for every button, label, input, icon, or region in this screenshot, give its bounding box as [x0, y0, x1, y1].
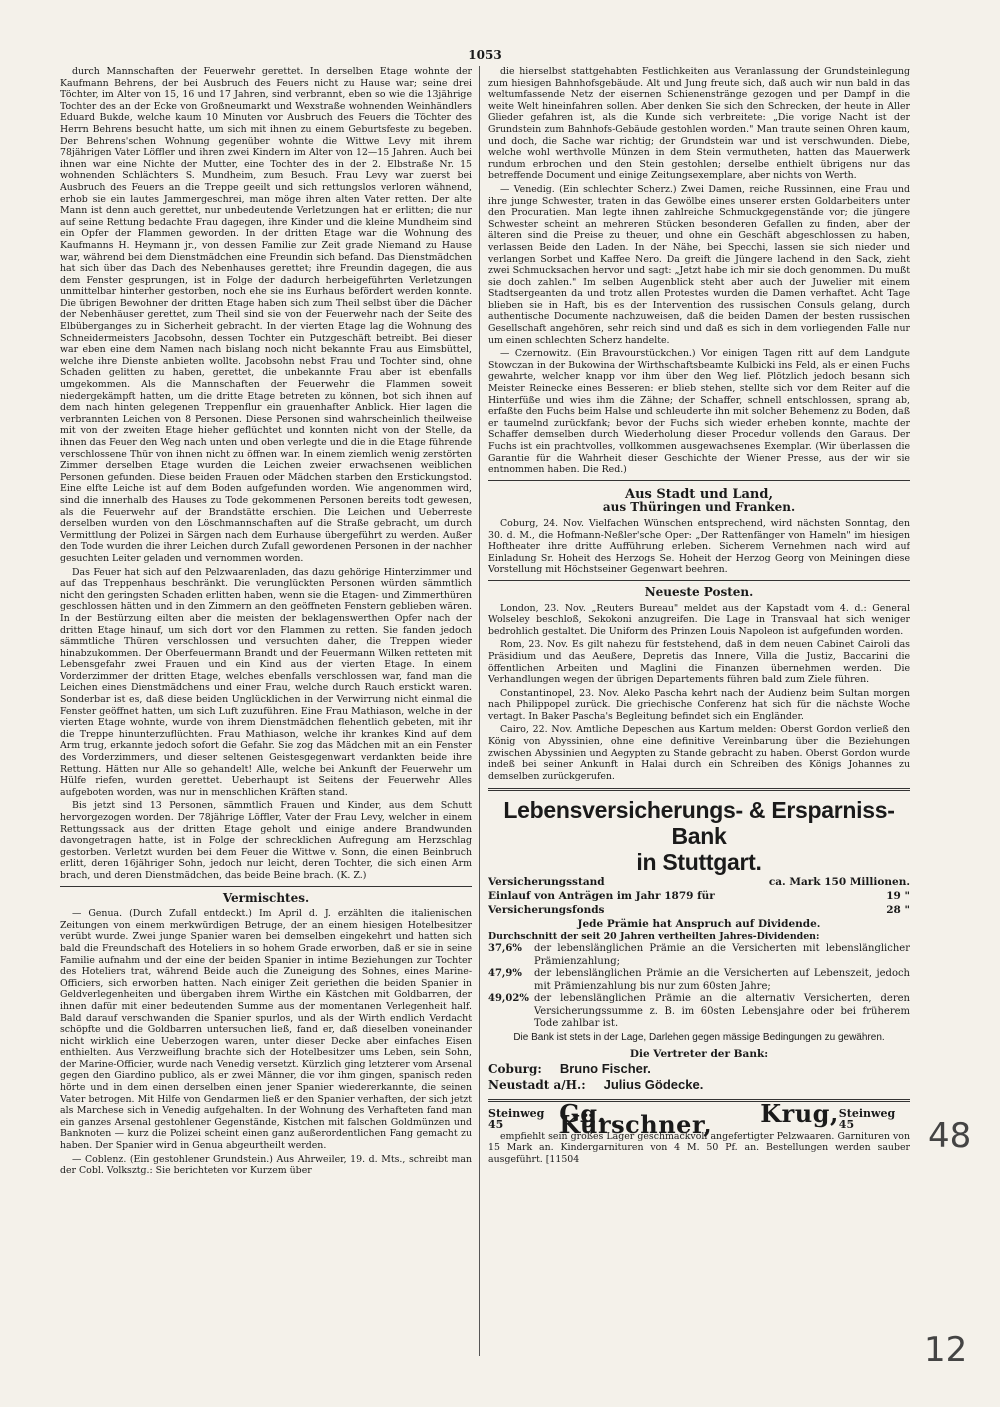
right-column: [488, 66, 910, 1356]
ad-dividend-text: der lebenslänglichen Prämie an die Versicherten mit lebenslänglicher Prämienzahlung;: [534, 943, 910, 967]
ad-dividend-3: [488, 993, 910, 1031]
article-fire-3-text: Bis jetzt sind 13 Personen, sämmtlich Frauen und Kinder, aus dem Schutt hervorgezogen worden. Der 78jährige Löffler, Vater der Frau Levy, welcher in einem Rettungssack aus der dritten Etage geholt und einige andere Brandwunden davongetragen hatte, ist in Folge der schrecklichen Aufregung am Herzschlag gestorben. Verletzt wurden bei dem Feuer die Wittwe v. Sonn, die einen Beinbruch erlitt, deren 16jähriger Sohn, jedoch nur leicht, deren Tochter, die sich einen Arm brach, und deren Dienstmädchen, das beide Beine brach.: [60, 800, 472, 881]
article-coburg: Coburg, 24. Nov. Vielfachen Wünschen entsprechend, wird nächsten Sonntag, den 30. d. M., die Hofmann-Neßler'sche Oper: „Der Rattenfänger von Hameln" im hiesigen Hoftheater ihre dritte Aufführung erleben. Sicherem Vernehmen nach wird auf Einladung Sr. Hoheit des Herzogs Se. Hoheit der Herzog Georg von Meiningen diese Vorstellung mit Höchstseiner Gegenwart beehren.: [488, 517, 910, 576]
agent-city: Neustadt a/H.:: [488, 1077, 586, 1092]
ad-row-unit: ": [904, 890, 910, 903]
ad-dividend-pct: 47,9%: [488, 968, 522, 980]
krug-firm-name: Gg. Krug, Kürschner,: [559, 1098, 839, 1140]
stadt-land-heading: Aus Stadt und Land,: [625, 486, 773, 502]
posts-heading: Neueste Posten.: [644, 584, 754, 599]
ad-row-unit: ": [904, 904, 910, 917]
article-czernowitz: — Czernowitz. (Ein Bravourstückchen.) Vor einigen Tagen ritt auf dem Landgute Stowczan in der Bukowina der Wirthschaftsbeamte Kulbicki ins Feld, als er einen Fuchs gewahrte, welcher knapp vor ihm über den Weg lief. Plötzlich jedoch besann sich Meister Reinecke eines Besseren: er blieb stehen, stellte sich vor dem Reiter auf die Hinterfüße und wies ihm die Zähne; der Schaffer, schnell entschlossen, sprang ab, erfaßte den Fuchs beim Halse und schleuderte ihn mit solcher Behemenz zu Boden, daß er taumelnd zurückfank; bevor der Fuchs sich wieder erheben konnte, machte der Schaffer demselben durch Wiederholung dieser Procedur vollends den Garaus. Der Fuchs ist ein prachtvolles, vollkommen ausgewachsenes Exemplar. (Wir überlassen die Garantie für die Wahrheit dieser Geschichte der Wiener Presse, aus der wir sie entnommen haben. Die Red.): [488, 348, 910, 476]
insurance-ad: [488, 797, 910, 1092]
article-fire-3: [60, 800, 472, 881]
krug-ad: [488, 1098, 910, 1166]
column-divider: [479, 66, 480, 1356]
newspaper-page: [60, 48, 910, 1368]
section-rule: [488, 480, 910, 481]
left-column: [60, 66, 472, 1356]
ad-dividend-2: [488, 968, 910, 993]
ad-rule: [488, 788, 910, 791]
ad-row-stand: [488, 875, 910, 889]
ad-dividend-text: der lebenslänglichen Prämie an die Versicherten auf Lebenszeit, jedoch mit Prämienzahlung bis nur zum 60sten Jahre;: [534, 968, 910, 992]
news-constantinopel: Constantinopel, 23. Nov. Aleko Pascha kehrt nach der Audienz beim Sultan morgen nach Philippopel zurück. Die griechische Conferenz hat sich für die nächste Woche vertagt. In Baker Pascha's Begleitung befindet sich ein Engländer.: [488, 687, 910, 722]
ad-agents-heading: Die Vertreter der Bank:: [629, 1047, 769, 1060]
ad-row-label: Einlauf von Anträgen im Jahr 1879 für: [488, 890, 715, 903]
ad-row-fonds: [488, 903, 910, 917]
ad-average: Durchschnitt der seit 20 Jahren vertheilten Jahres-Dividenden:: [488, 931, 820, 943]
article-fire-2: Das Feuer hat sich auf den Pelzwaarenladen, das dazu gehörige Hinterzimmer und auf das Treppenhaus beschränkt. Die verunglückten Personen würden sämmtlich nicht den geringsten Schaden erlitten haben, wenn sie die Etagen- und Zimmerthüren geschlossen hätten und in den Zimmern an den geöffneten Fenstern geblieben wären. In der Bestürzung eilten aber die meisten der beklagenswerthen Opfer nach der dritten Etage hinauf, um sich dort vor den Flammen zu retten. Sie fanden jedoch sämmtliche Thüren verschlossen und versuchten daher, die Treppen wieder hinabzukommen. Der Oberfeuermann Brandt und der Feuermann Wilken retteten mit Lebensgefahr zwei Frauen und ein Kind aus der vierten Etage. In einem Vorderzimmer der dritten Etage, welches ebenfalls verschlossen war, fand man die Leichen eines Dienstmädchens und einer Frau, welche durch Rauch erstickt waren. Sonderbar ist es, daß diese beiden Unglücklichen in der Verwirrung nicht einmal die Fenster geöffnet hatten, um sich Luft zuzuführen. Eine Frau Mathiason, welche in der vierten Etage wohnte, wurde von ihrem Dienstmädchen flehentlich gebeten, mit ihr die Treppe hinunterzuflüchten. Frau Mathiason, welche ihr krankes Kind auf dem Arm trug, erkannte jedoch sofort die Gefahr. Sie zog das Mädchen mit an ein Fenster des Vorderzimmers, und dieser seltenen Geistesgegenwart verdankten beide ihre Rettung. Hätten nur Alle so gehandelt! Alle, welche bei Ankunft der Feuerwehr um Hülfe riefen, wurden gerettet. Ueberhaupt ist Seitens der Feuerwehr Alles aufgeboten worden, was nur in menschlichen Kräften stand.: [60, 566, 472, 798]
krug-text-body: empfiehlt sein großes Lager geschmackvoll angefertigter Pelzwaaren. Garnituren von 15 Mark an. Kindergarnituren von 4 M. 50 Pf. an. Bestellungen werden sauber ausgeführt.: [488, 1130, 910, 1165]
ad-row-value: ca. Mark 150 Millionen.: [768, 876, 910, 889]
krug-ref: [11504: [545, 1153, 580, 1165]
article-fire-1: durch Mannschaften der Feuerwehr gerettet. In derselben Etage wohnte der Kaufmann Behrens, der bei Ausbruch des Feuers nicht zu Hause war; seine drei Töchter, im Alter von 15, 16 und 17 Jahren, sind verbrannt, eben so wie die 13jährige Tochter des an der Ecke von Großneumarkt und Wexstraße wohnenden Weinhändlers Eduard Bukde, welche kaum 10 Minuten vor Ausbruch des Feuers die Töchter des Herrn Behrens besucht hatte, um sich mit ihnen zu einem Geburtsfeste zu begeben. Der Behrens'schen Wohnung gegenüber wohnte die Wittwe Levy mit ihrem 78jährigen Vater Löffler und ihren zwei Kindern im Alter von 12—15 Jahren. Auch bei ihnen war eine Nichte der Mutter, eine Tochter des in der 2. Elbstraße Nr. 15 wohnenden Schlächters S. Mundheim, zum Besuch. Frau Levy war zuerst bei Ausbruch des Feuers an die Treppe geeilt und sich rettungslos verloren wähnend, erhob sie ein lautes Jammergeschrei, man möge ihren alten Vater retten. Der alte Mann ist denn auch gerettet, nur unbedeutende Verletzungen hat er erlitten; die nur auf seine Rettung bedachte Frau dagegen, ihre Kinder und die kleine Mundheim sind ein Opfer der Flammen geworden. In der dritten Etage war die Wohnung des Kaufmanns H. Heymann jr., von dessen Familie zur Zeit grade Niemand zu Hause war, während bei dem Dienstmädchen eine Freundin sich befand. Das Dienstmädchen hat sich über das Dach des Nebenhauses gerettet; ihre Freundin dagegen, die aus dem Fenster gesprungen, ist in Folge der dadurch herbeigeführten Verletzungen unmittelbar hinterher gestorben, noch ehe sie ins Eurhaus befördert werden konnte. Die übrigen Bewohner der dritten Etage haben sich zum Theil selbst über die Dächer der Nebenhäuser gerettet, zum Theil sind sie von der Feuerwehr nach der Seite des Elbüberganges zu in Sicherheit gebracht. In der vierten Etage lag die Wohnung des Schneidermeisters Jacobsohn, dessen Tochter ein Putzgeschäft betreibt. Bei dieser war eben eine dem Namen nach bislang noch nicht bekannte Frau aus Eimsbüttel, welche ihre Dienste anbieten wollte. Jacobsohn nebst Frau und Tochter sind, ohne Schaden gelitten zu haben, gerettet, die unbekannte Frau aber ist ebenfalls umgekommen. Als die Mannschaften der Feuerwehr die Flammen soweit niedergekämpft hatten, um die dritte Etage betreten zu können, bot sich ihnen auf dem nach hinten gelegenen Treppenflur ein grauenhafter Anblick. Hier lagen die verbrannten Leichen von 8 Personen. Diese Personen sind wahrscheinlich theilweise mit von der zweiten Etage hieher geflüchtet und konnten nicht von der Stelle, da ihnen das Feuer den Weg nach unten und oben verlegte und die in die Etage führende verschlossene Thür von ihnen nicht zu öffnen war. In einem ziemlich wenig zerstörten Zimmer derselben Etage wurden die Leichen zweier erwachsenen weiblichen Personen gefunden. Diese beiden Frauen oder Mädchen starben den Erstickungstod. Eine elfte Leiche ist auf dem Boden aufgefunden worden. Wie angenommen wird, sind die innerhalb des Hauses zu Tode gekommenen Personen bereits todt gewesen, als die Feuerwehr auf der Brandstätte erschien. Die Leichen und Ueberreste derselben wurden von den Löschmannschaften auf die Straße gebracht, um durch Vermittlung der Polizei in Särgen nach dem Eurhause übergeführt zu werden. Außer den Tode wurden die ihrer Leichen durch Zufall gewordenen Personen in der nachher gesuchten Leiter geladen und vernommen worden.: [60, 66, 472, 564]
ad-bank-note: Die Bank ist stets in der Lage, Darlehen gegen mässige Bedingungen zu gewähren.: [513, 1031, 885, 1043]
article-venedig: — Venedig. (Ein schlechter Scherz.) Zwei Damen, reiche Russinnen, eine Frau und ihre junge Schwester, traten in das Gewölbe eines unserer ersten Goldarbeiters unter den Procuratien. Man legte ihnen zahlreiche Schmuckgegenstände vor; die jüngere Schwester scheint an mehreren Stücken besonderen Gefallen zu finden, aber der älteren sind die Preise zu theuer, und ohne ein Geschäft abgeschlossen zu haben, verlassen Beide den Laden. In der Nähe, bei Specchi, lassen sie sich nieder und verlangen Sorbet und Kaffee Nero. Da greift die Jüngere lachend in den Sack, zieht zwei Schmucksachen hervor und sagt: „Jetzt habe ich mir sie doch genommen. Du mußt sie doch zahlen." Im selben Augenblick steht aber auch der Juwelier mit einem Stadtsergeanten da und trotz allen Protestes wurden die Damen verhaftet. Acht Tage blieben sie in Haft, bis es der Intervention des russischen Consuls gelang, durch authentische Documente nachzuweisen, daß die beiden Damen der besten russischen Gesellschaft angehören, sehr reich sind und daß es sich in dem vorliegenden Falle nur um einen schlechten Scherz handelte.: [488, 183, 910, 346]
news-london: London, 23. Nov. „Reuters Bureau" meldet aus der Kapstadt vom 4. d.: General Wolseley beschloß, Sekokoni anzugreifen. Die Lage in Transvaal hat sich weniger bedrohlich gestaltet. Die Uniform des Prinzen Louis Napoleon ist aufgefunden worden.: [488, 602, 910, 637]
ad-title-2: in Stuttgart.: [636, 849, 762, 876]
ad-row-label: Versicherungsstand: [488, 876, 605, 889]
agent-name: Bruno Fischer.: [559, 1060, 651, 1076]
ad-row-value: [886, 889, 910, 903]
agent-name: Julius Gödecke.: [603, 1076, 704, 1092]
ad-dividend-text: der lebenslänglichen Prämie an die alternativ Versicherten, deren Versicherungssumme z. B. im 60sten Lebensjahre oder bei früherem Tode zahlbar ist.: [534, 993, 910, 1030]
article-coblenz-cont: die hierselbst stattgehabten Festlichkeiten aus Veranlassung der Grundsteinlegung zum hiesigen Bahnhofsgebäude. Alt und Jung freute sich, daß auch wir nun bald in das weltumfassende Netz der eisernen Schienenstränge gezogen und per Dampf in die weite Welt hineinfahren sollen. Aber denken Sie sich den Schrecken, der heute in Aller Glieder gefahren ist, als die Kunde sich verbreitete: „Die vorige Nacht ist der Grundstein zum Bahnhofs-Gebäude gestohlen worden." Man traute seinen Ohren kaum, und doch, die Sache war richtig; der Grundstein war und ist verschwunden. Diebe, welche wohl werthvolle Münzen in dem Stein vermutheten, hatten das Mauerwerk rundum erbrochen und den Stein gestohlen; derselbe enthielt übrigens nur das betreffende Document und einige Zeitungsexemplare, aber nichts von Werth.: [488, 66, 910, 182]
ad-agent-coburg: [488, 1061, 910, 1077]
agent-city: Coburg:: [488, 1061, 542, 1076]
ad-row-antraege: [488, 889, 910, 903]
news-cairo: Cairo, 22. Nov. Amtliche Depeschen aus Kartum melden: Oberst Gordon verließ den König von Abyssinien, ohne eine definitive Vereinbarung über die Beziehungen zwischen Abyssinien und Aegypten zu Stande gebracht zu haben. Oberst Gordon wurde indeß bei seiner Ankunft in Halai durch ein Schreiben des Königs Johannes zu demselben zurückgerufen.: [488, 724, 910, 782]
margin-note-2: 12: [924, 1330, 968, 1370]
krug-header: [488, 1098, 910, 1140]
krug-text: [488, 1131, 910, 1166]
article-coblenz: — Coblenz. (Ein gestohlener Grundstein.) Aus Ahrweiler, 19. d. Mts., schreibt man der Cobl. Volksztg.: Sie berichteten vor Kurzem über: [60, 1153, 472, 1177]
ad-dividend-1: [488, 943, 910, 968]
thueringen-heading: aus Thüringen und Franken.: [602, 500, 796, 515]
ad-row-value: [886, 903, 910, 917]
article-fire-source: (K. Z.): [336, 869, 367, 881]
ad-agent-neustadt: [488, 1077, 910, 1093]
krug-street-left: Steinweg 45: [488, 1106, 545, 1132]
section-rule: [60, 886, 472, 887]
ad-row-label: Versicherungsfonds: [488, 904, 605, 917]
vermischtes-heading: Vermischtes.: [222, 890, 310, 905]
ad-row-number: 19: [886, 890, 901, 903]
page-number: 1053: [468, 48, 502, 62]
ad-dividend-pct: 49,02%: [488, 993, 529, 1005]
ad-row-number: 28: [886, 904, 901, 917]
krug-street-right: Steinweg 45: [838, 1106, 896, 1132]
ad-dividend-pct: 37,6%: [488, 943, 522, 955]
ad-title-1: Lebensversicherungs- & Ersparniss-Bank: [503, 797, 895, 850]
section-rule: [488, 580, 910, 581]
margin-note-1: 48: [928, 1116, 972, 1156]
ad-dividend-note: Jede Prämie hat Anspruch auf Dividende.: [577, 918, 821, 931]
article-genua: — Genua. (Durch Zufall entdeckt.) Im April d. J. erzählten die italienischen Zeitungen von einem merkwürdigen Betruge, der an einem hiesigen Hotelbesitzer verübt wurde. Zwei junge Spanier waren bei demselben eingekehrt und hatten sich bald die Freundschaft des Hoteliers in so hohem Grade erworben, daß er sie in seine Familie aufnahm und der eine der beiden Spanier in intime Beziehungen zur Tochter des Hoteliers trat, während Beide auch die Zuneigung des Sohnes, eines Marine-Officiers, sich erworben hatten. Nach einiger Zeit geriethen die beiden Spanier in Geldverlegenheiten und übergaben ihrem Wirthe ein Kästchen mit Goldbarren, der ihnen dafür mit einer bedeutenden Summe aus der momentanen Verlegenheit half. Bald darauf verschwanden die Spanier spurlos, und als der Wirth endlich Verdacht schöpfte und die Goldbarren untersuchen ließ, fand er, daß dieselben voneinander nicht wirklich eine Ueberzogen waren, unter dieser Decke aber einfaches Eisen enthielten. Aus Verzweiflung brachte sich der Hotelbesitzer ums Leben, sein Sohn, der Marine-Officier, wurde nach Venedig versetzt. Kürzlich ging letzterer vom Arsenal gegen den Giardino publico, als er zwei Männer, die vor ihm gingen, spanisch reden hörte und in dem einen derselben einen jener Spanier wiedererkannte, die seinen Vater betrogen. Mit Hilfe von Gendarmen ließ er den Spanier verhaften, der sich jetzt als Marchese sich in Venedig aufgehalten. In der Wohnung des Verhafteten fand man ein ganzes Arsenal gestohlener Gegenstände, Kistchen mit falschen Goldmünzen und Banknoten — kurz die Polizei scheint einen ganz außerordentlichen Fang gemacht zu haben. Der Spanier wird in Genua abgeurtheilt werden.: [60, 908, 472, 1152]
news-rom: Rom, 23. Nov. Es gilt nahezu für feststehend, daß in dem neuen Cabinet Cairoli das Präsidium und das Aeußere, Depretis das Innere, Villa die Justiz, Baccarini die öffentlichen Arbeiten und Maglini die Finanzen übernehmen werden. Die Verhandlungen wegen der übrigen Departements führen bald zum Ziele führen.: [488, 639, 910, 686]
